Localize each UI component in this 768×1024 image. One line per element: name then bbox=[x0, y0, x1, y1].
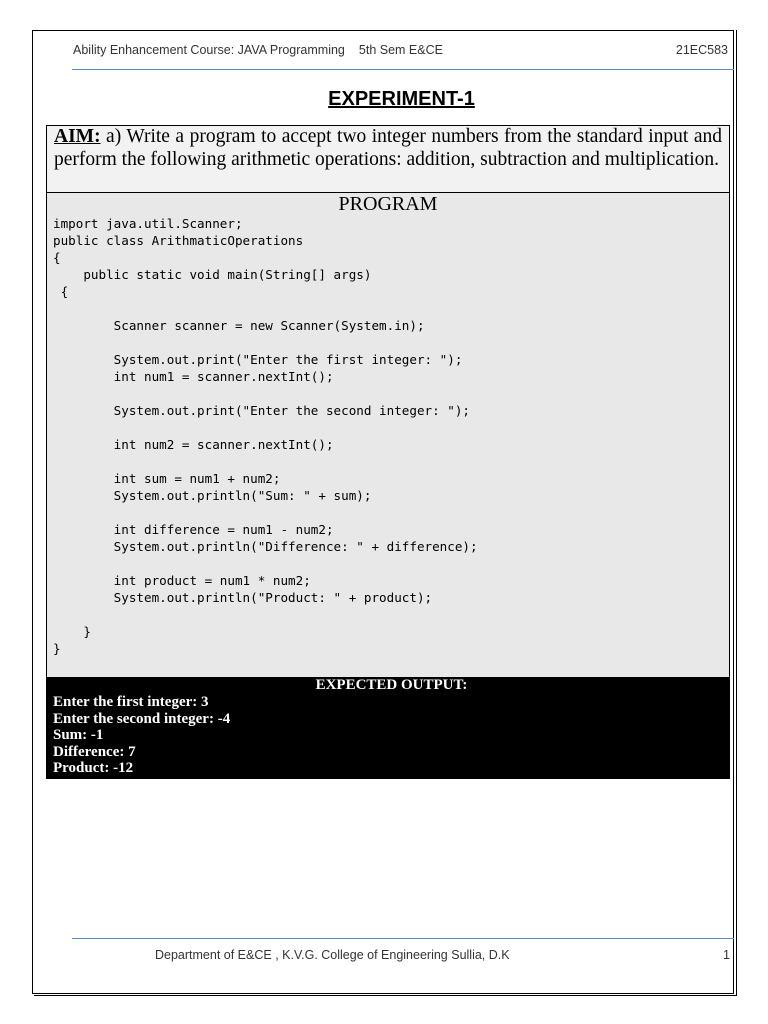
page-border-shadow-bottom bbox=[34, 995, 736, 996]
course-name: Ability Enhancement Course: JAVA Programming bbox=[73, 43, 345, 57]
code-line: int num1 = scanner.nextInt(); bbox=[53, 369, 334, 384]
code-line: System.out.print("Enter the second integer: "); bbox=[53, 403, 471, 418]
code-line: int num2 = scanner.nextInt(); bbox=[53, 437, 334, 452]
code-line: System.out.println("Difference: " + difference); bbox=[53, 539, 478, 554]
output-line: Enter the second integer: -4 bbox=[53, 710, 231, 727]
output-line: Product: -12 bbox=[53, 760, 134, 777]
course-code: 21EC583 bbox=[675, 43, 728, 57]
output-line: Difference: 7 bbox=[53, 743, 136, 760]
code-line: System.out.println("Product: " + product); bbox=[53, 590, 433, 605]
code-line: System.out.println("Sum: " + sum); bbox=[53, 488, 372, 503]
experiment-title: EXPERIMENT-1 bbox=[328, 88, 475, 110]
aim-box bbox=[46, 125, 730, 193]
program-section bbox=[46, 193, 730, 677]
code-line bbox=[53, 300, 729, 317]
code-line: Scanner scanner = new Scanner(System.in); bbox=[53, 318, 425, 333]
aim-text: a) Write a program to accept two integer numbers from the standard input and perform the following arithmetic operations: addition, subtraction and multiplication. bbox=[54, 126, 722, 170]
code-line: } bbox=[53, 641, 61, 656]
code-line: System.out.print("Enter the first integer: "); bbox=[53, 352, 463, 367]
code-line: { bbox=[53, 250, 61, 265]
code-line bbox=[53, 453, 729, 470]
header-divider bbox=[72, 69, 734, 70]
code-line bbox=[53, 606, 729, 623]
code-line bbox=[53, 419, 729, 436]
code-line: import java.util.Scanner; bbox=[53, 216, 243, 231]
page-number: 1 bbox=[723, 948, 730, 962]
expected-output-section bbox=[46, 677, 730, 779]
code-line: public static void main(String[] args) bbox=[53, 267, 372, 282]
code-line bbox=[53, 504, 729, 521]
code-line: int product = num1 * num2; bbox=[53, 573, 311, 588]
aim-label: AIM: bbox=[54, 126, 101, 147]
footer-department: Department of E&CE , K.V.G. College of Engineering Sullia, D.K bbox=[155, 948, 510, 962]
footer-divider bbox=[72, 938, 734, 939]
code-line bbox=[53, 385, 729, 402]
code-line: public class ArithmaticOperations bbox=[53, 233, 304, 248]
semester: 5th Sem E&CE bbox=[358, 43, 443, 57]
code-line: } bbox=[53, 624, 91, 639]
code-line: int sum = num1 + num2; bbox=[53, 471, 281, 486]
page-border-shadow-right bbox=[736, 30, 737, 996]
code-block bbox=[47, 215, 729, 657]
code-line: { bbox=[53, 284, 69, 299]
program-heading: PROGRAM bbox=[338, 193, 438, 215]
output-heading: EXPECTED OUTPUT: bbox=[315, 677, 468, 693]
code-line bbox=[53, 334, 729, 351]
output-line: Sum: -1 bbox=[53, 727, 104, 744]
page-header bbox=[73, 43, 443, 57]
output-line: Enter the first integer: 3 bbox=[53, 694, 209, 710]
code-line bbox=[53, 555, 729, 572]
code-line: int difference = num1 - num2; bbox=[53, 522, 334, 537]
